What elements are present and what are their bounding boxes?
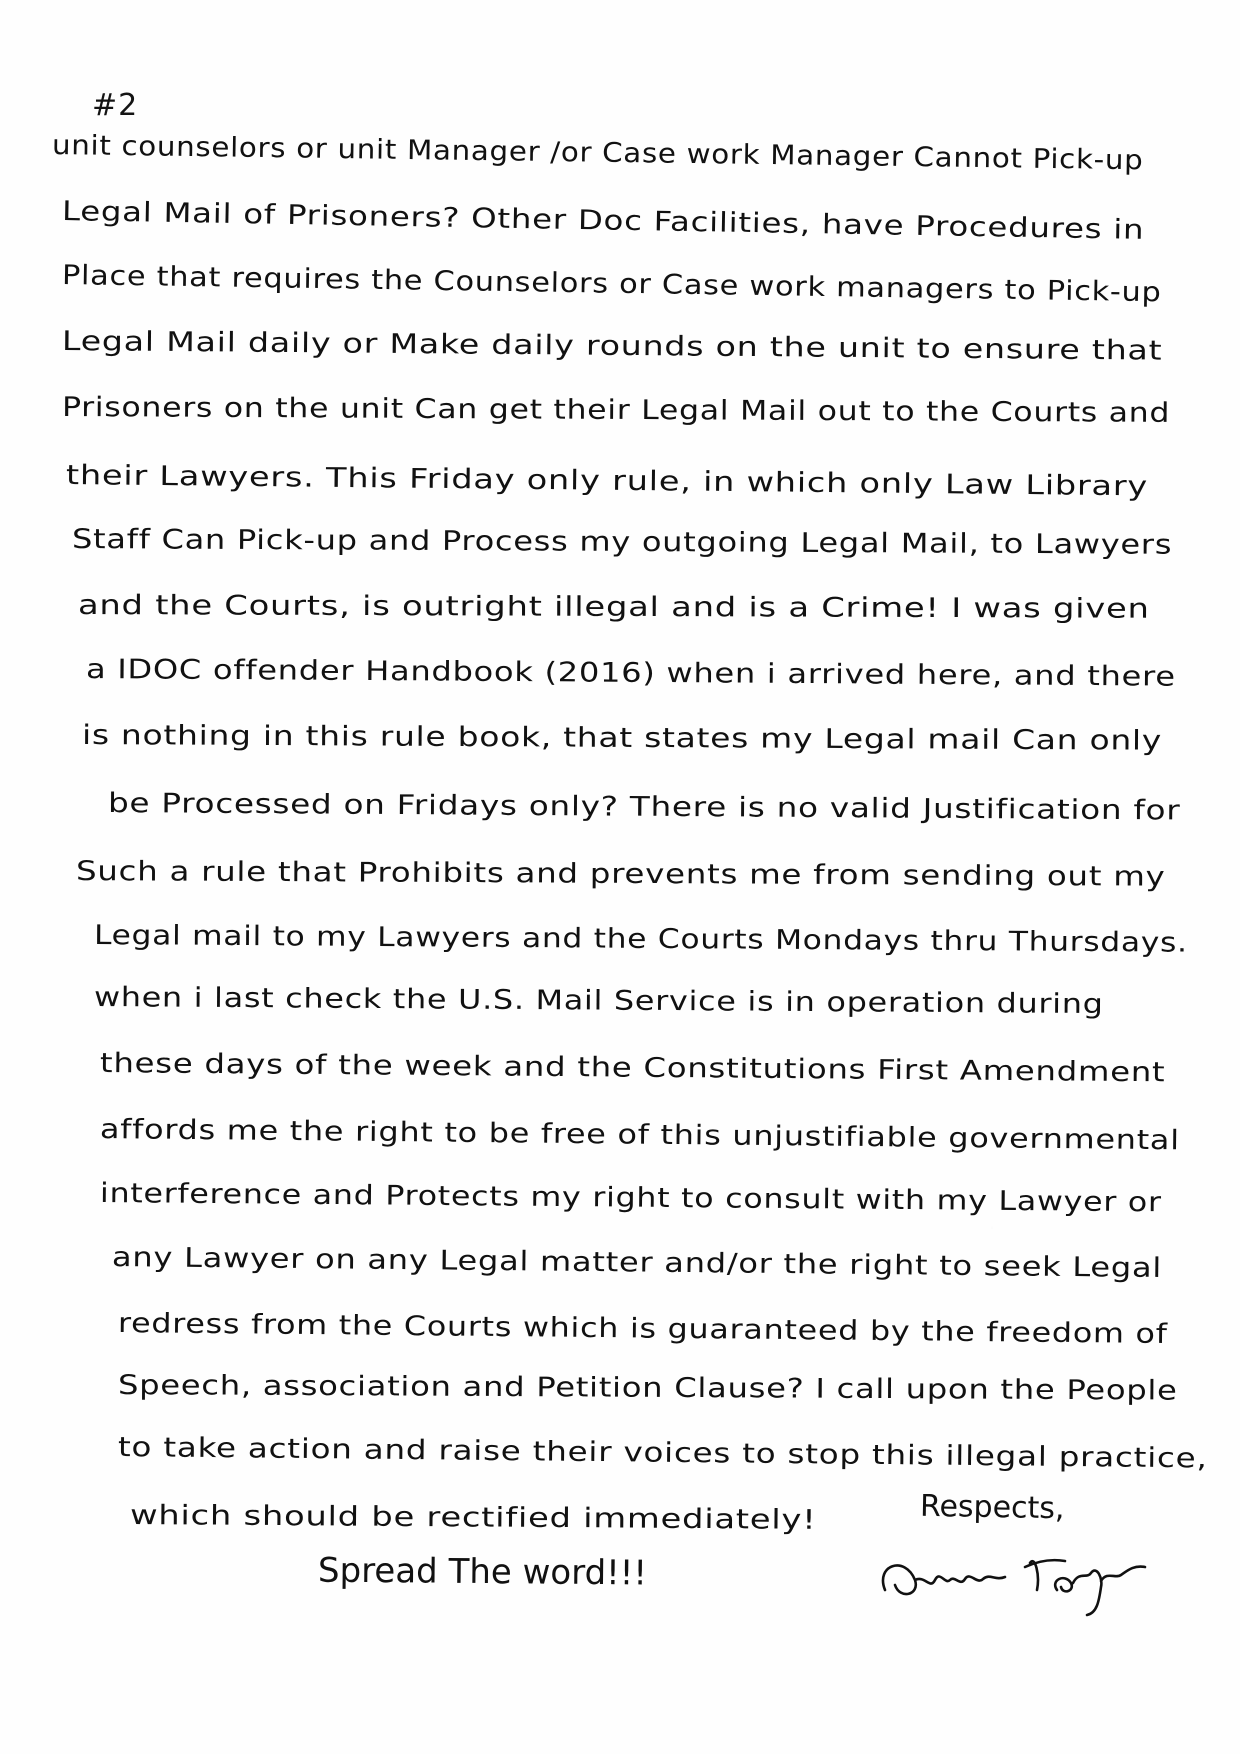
letter-line: to take action and raise their voices to stop this illegal practice, xyxy=(117,1432,1208,1475)
letter-line: their Lawyers. This Friday only rule, in which only Law Library xyxy=(65,460,1149,503)
letter-line: affords me the right to be free of this unjustifiable governmental xyxy=(99,1114,1180,1157)
letter-line: Prisoners on the unit Can get their Legal Mail out to the Courts and xyxy=(61,392,1171,429)
letter-line: Place that requires the Counselors or Case work managers to Pick-up xyxy=(61,260,1162,309)
letter-line: Legal Mail daily or Make daily rounds on the unit to ensure that xyxy=(61,326,1163,367)
page-number: #2 xyxy=(92,88,139,123)
letter-line: and the Courts, is outright illegal and is a Crime! I was given xyxy=(77,590,1150,625)
signature-image xyxy=(865,1535,1165,1620)
letter-line: Legal Mail of Prisoners? Other Doc Facilities, have Procedures in xyxy=(61,196,1145,246)
letter-line: any Lawyer on any Legal matter and/or the right to seek Legal xyxy=(111,1242,1163,1284)
letter-line: when i last check the U.S. Mail Service is in operation during xyxy=(93,982,1104,1021)
letter-line: which should be rectified immediately! xyxy=(129,1500,817,1536)
letter-line: interference and Protects my right to consult with my Lawyer or xyxy=(99,1178,1162,1219)
letter-line: unit counselors or unit Manager /or Case work Manager Cannot Pick-up xyxy=(51,130,1144,177)
letter-line: Staff Can Pick-up and Process my outgoing Legal Mail, to Lawyers xyxy=(71,524,1173,561)
letter-line: these days of the week and the Constitutions First Amendment xyxy=(99,1048,1166,1089)
letter-line: Such a rule that Prohibits and prevents me from sending out my xyxy=(75,856,1166,893)
letter-line: redress from the Courts which is guaranteed by the freedom of xyxy=(117,1308,1168,1350)
letter-line: be Processed on Fridays only? There is no valid Justification for xyxy=(107,788,1181,827)
letter-line: a IDOC offender Handbook (2016) when i arrived here, and there xyxy=(85,654,1176,693)
letter-line: Legal mail to my Lawyers and the Courts Mondays thru Thursdays. xyxy=(93,920,1188,959)
letter-line: Speech, association and Petition Clause? I call upon the People xyxy=(117,1370,1178,1407)
signoff: Spread The word!!! xyxy=(317,1550,648,1594)
letter-line: is nothing in this rule book, that states my Legal mail Can only xyxy=(81,720,1163,757)
closing: Respects, xyxy=(919,1488,1065,1527)
